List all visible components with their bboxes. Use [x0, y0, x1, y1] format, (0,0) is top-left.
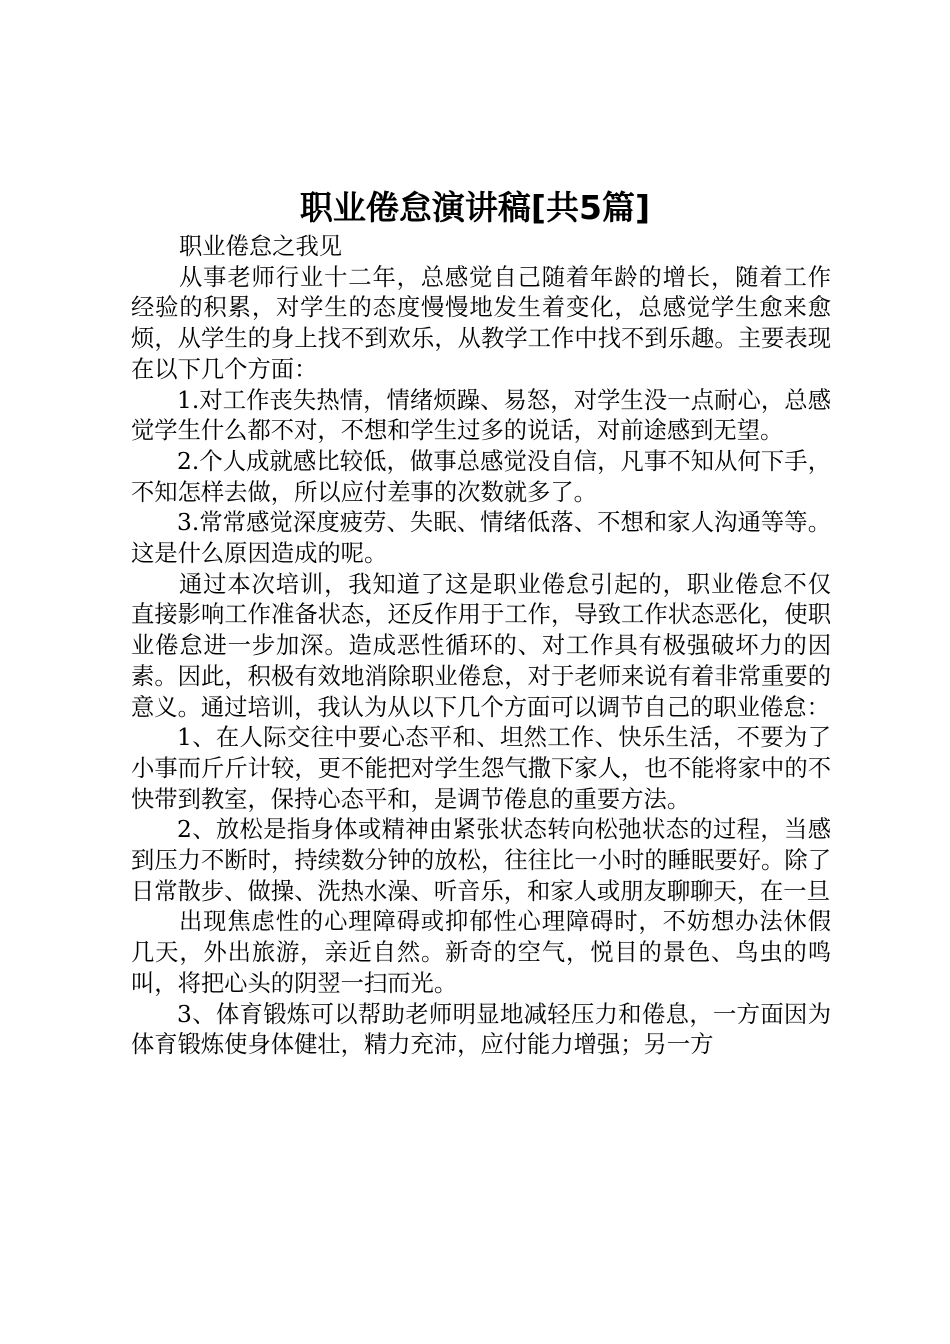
paragraph-method-3: 3、体育锻炼可以帮助老师明显地减轻压力和倦息，一方面因为体育锻炼使身体健壮，精力充沛，应付能力增强；另一方 [131, 1000, 831, 1059]
paragraph-subtitle: 职业倦怠之我见 [179, 233, 343, 260]
document-title: 职业倦怠演讲稿[共5篇] [299, 188, 651, 227]
paragraph: 出现焦虑性的心理障碍或抑郁性心理障碍时，不妨想办法休假几天，外出旅游，亲近自然。新奇的空气，悦目的景色、鸟虫的鸣叫，将把心头的阴翌一扫而光。 [131, 908, 831, 997]
paragraph: 从事老师行业十二年，总感觉自己随着年龄的增长，随着工作经验的积累，对学生的态度慢慢地发生着变化，总感觉学生愈来愈烦，从学生的身上找不到欢乐，从教学工作中找不到乐趣。主要表现在以下几个方面： [131, 263, 831, 383]
paragraph-method-2: 2、放松是指身体或精神由紧张状态转向松弛状态的过程，当感到压力不断时，持续数分钟的放松，往往比一小时的睡眠要好。除了日常散步、做操、洗热水澡、听音乐，和家人或朋友聊聊天，在一旦 [131, 816, 831, 905]
paragraph-method-1: 1、在人际交往中要心态平和、坦然工作、快乐生活，不要为了小事而斤斤计较，更不能把对学生怨气撒下家人，也不能将家中的不快带到教室，保持心态平和，是调节倦息的重要方法。 [131, 724, 831, 813]
paragraph-point-1: 1.对工作丧失热情，情绪烦躁、易怒，对学生没一点耐心，总感觉学生什么都不对，不想和学生过多的说话，对前途感到无望。 [131, 386, 831, 445]
paragraph-point-2: 2.个人成就感比较低，做事总感觉没自信，凡事不知从何下手，不知怎样去做，所以应付差事的次数就多了。 [131, 447, 831, 506]
paragraph: 通过本次培训，我知道了这是职业倦怠引起的，职业倦怠不仅直接影响工作准备状态，还反作用于工作，导致工作状态恶化，使职业倦怠进一步加深。造成恶性循环的、对工作具有极强破坏力的因素。因此，积极有效地消除职业倦怠，对于老师来说有着非常重要的意义。通过培训，我认为从以下几个方面可以调节自己的职业倦怠： [131, 570, 831, 721]
document-body [131, 232, 831, 1061]
paragraph-point-3: 3.常常感觉深度疲劳、失眠、情绪低落、不想和家人沟通等等。这是什么原因造成的呢。 [131, 509, 831, 568]
